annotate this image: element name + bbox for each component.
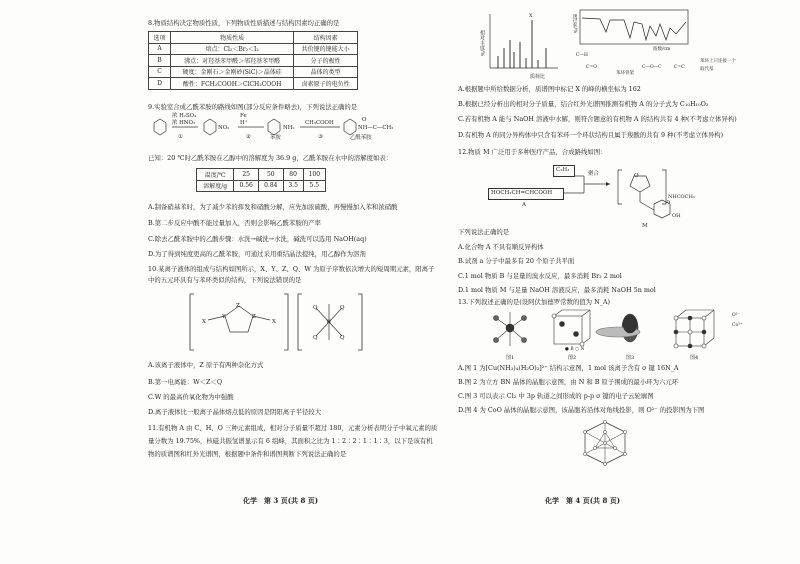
- q11-option-d: D.有机物 A 的同分异构体中只含有苯环一个环状结构且属于羧酸的共有 9 种(不考虑立体异构): [458, 131, 724, 139]
- q12-polymerize: 聚合: [588, 171, 600, 177]
- q8-cell: 晶体的类型: [294, 66, 358, 78]
- q9-product-label: 乙酰苯胺: [350, 135, 372, 141]
- q9-product-o: O: [362, 117, 367, 123]
- q8-cell: A: [149, 43, 171, 55]
- q10-structure: [190, 292, 370, 352]
- q11-option-a: A.根据题中所给数据分析，质谱图中标记 X 的峰的横坐标为 162: [458, 85, 641, 93]
- q8-cell: 硬度：金刚石＞金刚砂(SiC)＞晶体硅: [171, 66, 294, 78]
- q12-oxygen: O: [634, 173, 639, 179]
- q9-cell: 5.5: [303, 180, 325, 192]
- q12-label-m: M: [642, 223, 648, 229]
- q12-box-text: C₂H₃: [556, 167, 570, 173]
- q13-stem: 13.下列叙述正确的是(设阿伏加德罗常数的值为 N_A): [458, 298, 611, 306]
- q9-option-b: B.第二步反应中酸不能过量加入，否则会影响乙酰苯胺的产率: [148, 219, 321, 227]
- q12-nhcoch3: NHCOCH₃: [668, 194, 695, 200]
- q11-option-c: C.若有机物 A 能与 NaOH 溶液中水解，则符合题意的有机物 A 的结构共有 4 种(不考虑立体异构): [458, 115, 737, 123]
- q8-stem: 8.物质结构决定物质性质，下列物质性质描述与结构因素均正确的是: [148, 19, 340, 27]
- q9-cell: 25: [234, 169, 259, 181]
- q10-option-c: C.W 的最高价氧化物为中强酸: [148, 393, 234, 401]
- q13-option-a: A.图 1 为[Cu(NH₃)₄(H₂O)₂]²⁺ 结构示意图，1 mol 该离子含有 σ 键 16N_A: [458, 364, 679, 372]
- q10-atom: Z: [252, 314, 256, 320]
- q13-fig2-label: 图2: [568, 355, 577, 361]
- mass-spectrum: [488, 12, 558, 70]
- q8-cell: 共价键的键能大小: [294, 43, 358, 55]
- q13-co-label: Co²⁺: [732, 323, 743, 328]
- ir-ylabel: 透过率/%: [572, 14, 577, 34]
- q13-figures: [490, 310, 750, 354]
- q9-nh2: NH₂: [283, 125, 295, 131]
- q10-atom: X: [272, 319, 276, 325]
- q8-h1: 物质性质: [171, 32, 294, 44]
- q11-line2: 量分数为 19.75%，核磁共振氢谱显示有 6 组峰，其面积之比为 1∶2∶2∶1∶1∶3，以下是该有机: [148, 437, 433, 445]
- ir-label-coc: C—O—C: [642, 65, 662, 70]
- q9-option-d: D.为了得到纯度更高的乙酰苯胺，可通过采用重结晶法提纯，用乙醇作为溶剂: [148, 250, 366, 258]
- q10-atom: W: [326, 319, 332, 325]
- q8-h0: 选项: [149, 32, 171, 44]
- q9-cell: 0.56: [234, 180, 259, 192]
- q13-option-c: C.图 3 可以表示 Cl₂ 中 3p 轨道之间形成的 p-p σ 键的电子云轮廓图: [458, 392, 654, 400]
- q9-reagent3: CH₃COOH: [305, 120, 334, 126]
- ir-spectrum: [580, 10, 690, 46]
- q12-label-a: A: [522, 202, 526, 208]
- q9-reagent1a: 浓 H₂SO₄: [172, 113, 197, 119]
- q13-fig1-label: 图1: [506, 355, 515, 361]
- q10-atom: Y: [222, 314, 226, 320]
- q9-step2: ②: [246, 134, 251, 140]
- q10-option-a: A.该离子液体中，Z 原子有两种杂化方式: [148, 361, 264, 369]
- q10-atom: Q: [313, 305, 318, 311]
- q11-line3: 物的质谱图和红外光谱图，根据题中条件和谱图判断下列说法正确的是: [148, 450, 347, 458]
- ir-label-cc: C=C: [674, 65, 685, 70]
- q12-n: n: [667, 199, 671, 205]
- q8-cell: B: [149, 55, 171, 67]
- q8-cell: C: [149, 66, 171, 78]
- q9-cell: 0.84: [258, 180, 283, 192]
- q11-option-b: B.根据已经分析出的相对分子质量，结合红外光谱图推测有机物 A 的分子式为 C₁₀H₁₀O₂: [458, 100, 709, 108]
- ir-label-ring: 苯环骨架: [616, 71, 634, 76]
- q13-fig3-label: 图3: [626, 355, 635, 361]
- hexagon-projection: [580, 420, 630, 466]
- q10-atom: Z: [236, 303, 240, 309]
- ir-label-monosub: 苯环上只连接一个取代基: [700, 59, 736, 72]
- q9-cell: 50: [258, 169, 283, 181]
- ms-xlabel: 质荷比: [530, 74, 546, 80]
- q8-cell: 熔点：Cl₂＜Br₂＜I₂: [171, 43, 294, 55]
- q8-cell: D: [149, 78, 171, 90]
- q13-option-d: D.图 4 为 CoO 晶体的晶胞示意图，该晶胞若沿体对角线投影，则 O²⁻ 的投影图为下图: [458, 406, 705, 414]
- q12-option-b: B.试剂 a 分子中最多有 20 个原子共平面: [458, 257, 575, 265]
- q9-aniline-label: 苯胺: [270, 135, 281, 141]
- q11-line1: 11.有机物 A 由 C、H、O 三种元素组成，相对分子质量不超过 180，元素分析表明分子中氧元素的质: [148, 424, 438, 432]
- q10-atom: Q: [340, 335, 345, 341]
- q9-cell: 3.5: [283, 180, 303, 192]
- q8-cell: 沸点：对羟基苯甲醛＞邻羟基苯甲醛: [171, 55, 294, 67]
- q9-reagent2a: Fe: [240, 113, 247, 119]
- q9-option-a: A.制备硝基苯时，为了减少苯的挥发和硝酸分解，应先加浓硫酸，再慢慢加入苯和浓硝酸: [148, 203, 398, 211]
- q13-o2-label: O²⁻: [732, 313, 740, 318]
- q9-stem: 9.实验室合成乙酰苯胺的路线如图(部分反应条件略去)，下列说法正确的是: [148, 103, 358, 111]
- q9-cell: 80: [283, 169, 303, 181]
- q10-atom: Q: [340, 305, 345, 311]
- q13-option-b: B.图 2 为立方 BN 晶体的晶胞示意图，由 N 和 B 原子围成的最小环为六元环: [458, 378, 679, 386]
- q10-stem2: 中的五元环具有与苯环类似的结构，下列说法错误的是: [148, 276, 302, 284]
- q12-question: 下列说法正确的是: [458, 228, 510, 236]
- q9-cell: 温度/℃: [197, 169, 234, 181]
- q10-atom: Q: [313, 335, 318, 341]
- q9-product: NH—C—CH₃: [358, 125, 394, 131]
- footer-left: 化学 第 3 页(共 8 页): [243, 496, 319, 505]
- q8-cell: 酸性：FCH₂COOH＞ClCH₂COOH: [171, 78, 294, 90]
- ms-ylabel: 相对丰度/%: [479, 30, 485, 57]
- q10-stem: 10.某离子液体的组成与结构如图所示，X、Y、Z、Q、W 为原子序数依次增大的短周期元素，阳离子: [148, 265, 435, 273]
- q9-no2: NO₂: [218, 125, 230, 131]
- q8-table: [148, 31, 358, 90]
- q12-scheme: [562, 160, 722, 230]
- q9-step3: ③: [318, 134, 323, 140]
- q13-fig4-label: 图4: [690, 355, 699, 361]
- q12-option-d: D.1 mol 物质 M 与足量 NaOH 溶液反应，最多消耗 NaOH 5n mol: [458, 286, 656, 294]
- q9-option-c: C.除去乙酰苯胺中的乙酸步骤：水洗→碱洗→水洗，碱洗可以选用 NaOH(aq): [148, 235, 367, 243]
- q9-cell: 溶解度/g: [197, 180, 234, 192]
- footer-right: 化学 第 4 页(共 8 页): [545, 496, 621, 505]
- q13-legend: ● B ○ N: [565, 347, 585, 352]
- q8-cell: 卤素原子的电负性: [294, 78, 358, 90]
- q9-step1: ①: [178, 134, 183, 140]
- ir-label-ch: C—H: [576, 53, 588, 58]
- q12-option-c: C.1 mol 物质 B 与足量的溴水反应，最多消耗 Br₂ 2 mol: [458, 272, 622, 280]
- ir-label-co: C=O: [586, 65, 597, 70]
- q10-option-b: B.第一电离能：W＜Z＜Q: [148, 378, 223, 386]
- q9-cell: 100: [303, 169, 325, 181]
- q12-option-a: A.化合物 A 不具有顺反异构体: [458, 243, 544, 251]
- q10-atom: X: [202, 319, 206, 325]
- q9-reagent2b: H⁺: [240, 120, 248, 126]
- q9-reagent1b: 浓 HNO₃: [172, 120, 196, 126]
- q8-cell: 分子的极性: [294, 55, 358, 67]
- q8-h2: 结构因素: [294, 32, 358, 44]
- q12-starting-material: HOCH₂CH=CHCOOH: [491, 190, 553, 196]
- q9-line2: 已知：20 ℃时乙酰苯胺在乙醇中的溶解度为 36.9 g，乙酰苯胺在水中的溶解度如表：: [148, 154, 393, 162]
- q9-solubility-table: [196, 168, 326, 192]
- q12-stem: 12.物质 M 广泛用于多种医疗产品，合成路线如图：: [458, 148, 607, 156]
- q10-option-d: D.离子液体比一般离子晶体熔点低的原因是阴阳离子半径较大: [148, 408, 322, 416]
- q12-oh: OH: [672, 213, 681, 219]
- ir-xlabel: 波数/cm: [653, 47, 671, 52]
- ms-peak-label: X: [529, 13, 533, 19]
